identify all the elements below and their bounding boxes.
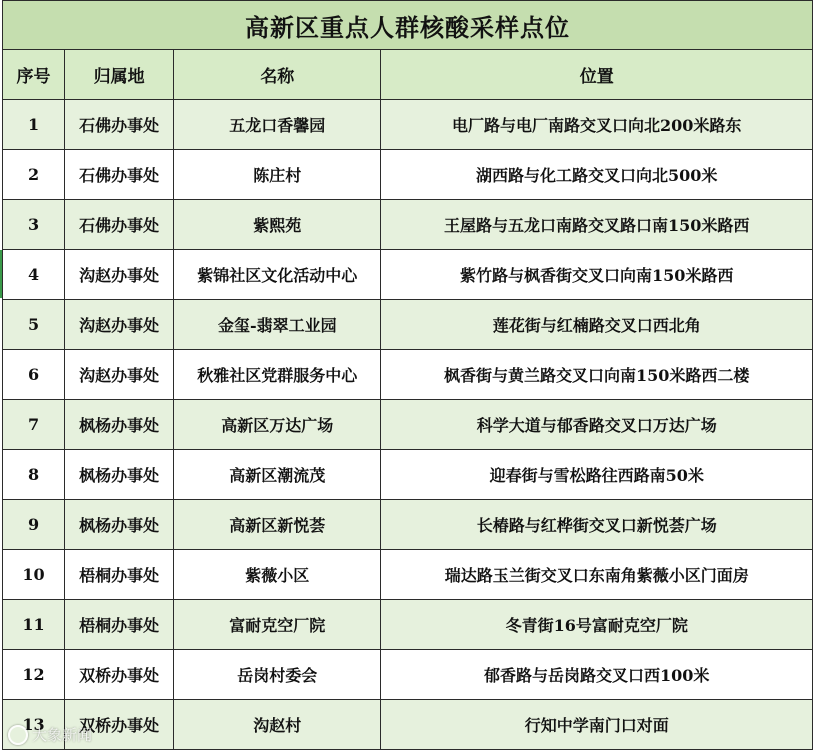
cell-district: 双桥办事处	[65, 700, 174, 750]
cell-location: 王屋路与五龙口南路交叉路口南150米路西	[381, 200, 813, 250]
cell-district: 石佛办事处	[65, 100, 174, 150]
cell-name: 高新区潮流茂	[174, 450, 381, 500]
cell-name: 陈庄村	[174, 150, 381, 200]
header-no: 序号	[3, 50, 65, 100]
cell-district: 枫杨办事处	[65, 400, 174, 450]
cell-no: 13	[3, 700, 65, 750]
header-row	[3, 50, 813, 100]
cell-location: 郁香路与岳岗路交叉口西100米	[381, 650, 813, 700]
cell-no: 12	[3, 650, 65, 700]
cell-location: 迎春街与雪松路往西路南50米	[381, 450, 813, 500]
header-name: 名称	[174, 50, 381, 100]
cell-no: 10	[3, 550, 65, 600]
table-row	[3, 650, 813, 700]
cell-name: 五龙口香馨园	[174, 100, 381, 150]
table-row	[3, 200, 813, 250]
cell-name: 高新区新悦荟	[174, 500, 381, 550]
table-row	[3, 550, 813, 600]
table-row	[3, 700, 813, 750]
cell-location: 紫竹路与枫香街交叉口向南150米路西	[381, 250, 813, 300]
cell-name: 金玺-翡翠工业园	[174, 300, 381, 350]
cell-location: 枫香街与黄兰路交叉口向南150米路西二楼	[381, 350, 813, 400]
cell-no: 2	[3, 150, 65, 200]
table-row	[3, 400, 813, 450]
cell-no: 8	[3, 450, 65, 500]
table-row	[3, 450, 813, 500]
cell-district: 沟赵办事处	[65, 250, 174, 300]
cell-location: 行知中学南门口对面	[381, 700, 813, 750]
header-location: 位置	[381, 50, 813, 100]
cell-location: 瑞达路玉兰街交叉口东南角紫薇小区门面房	[381, 550, 813, 600]
cell-no: 11	[3, 600, 65, 650]
cell-district: 枫杨办事处	[65, 500, 174, 550]
cell-district: 沟赵办事处	[65, 300, 174, 350]
table-row	[3, 350, 813, 400]
table-row	[3, 600, 813, 650]
cell-district: 枫杨办事处	[65, 450, 174, 500]
cell-district: 梧桐办事处	[65, 550, 174, 600]
table-row	[3, 300, 813, 350]
cell-district: 双桥办事处	[65, 650, 174, 700]
sampling-points-table	[2, 0, 813, 750]
cell-district: 沟赵办事处	[65, 350, 174, 400]
cell-location: 科学大道与郁香路交叉口万达广场	[381, 400, 813, 450]
watermark-logo-icon	[8, 725, 28, 745]
cell-district: 石佛办事处	[65, 150, 174, 200]
cell-district: 梧桐办事处	[65, 600, 174, 650]
cell-location: 长椿路与红桦街交叉口新悦荟广场	[381, 500, 813, 550]
cell-no: 3	[3, 200, 65, 250]
cell-name: 紫薇小区	[174, 550, 381, 600]
table-row	[3, 100, 813, 150]
cell-name: 岳岗村委会	[174, 650, 381, 700]
cell-location: 电厂路与电厂南路交叉口向北200米路东	[381, 100, 813, 150]
watermark	[8, 724, 92, 745]
watermark-text: 大象新闻	[32, 726, 93, 744]
cell-no: 4	[3, 250, 65, 300]
table-row	[3, 500, 813, 550]
cell-location: 湖西路与化工路交叉口向北500米	[381, 150, 813, 200]
cell-location: 冬青街16号富耐克空厂院	[381, 600, 813, 650]
header-district: 归属地	[65, 50, 174, 100]
cell-location: 莲花街与红楠路交叉口西北角	[381, 300, 813, 350]
cell-no: 1	[3, 100, 65, 150]
cell-name: 紫熙苑	[174, 200, 381, 250]
cell-no: 5	[3, 300, 65, 350]
table-row	[3, 250, 813, 300]
cell-no: 7	[3, 400, 65, 450]
table-row	[3, 150, 813, 200]
cell-name: 秋雅社区党群服务中心	[174, 350, 381, 400]
table-title: 高新区重点人群核酸采样点位	[3, 1, 813, 50]
cell-no: 6	[3, 350, 65, 400]
cell-district: 石佛办事处	[65, 200, 174, 250]
cell-name: 沟赵村	[174, 700, 381, 750]
cell-name: 高新区万达广场	[174, 400, 381, 450]
cell-no: 9	[3, 500, 65, 550]
cell-name: 紫锦社区文化活动中心	[174, 250, 381, 300]
cell-name: 富耐克空厂院	[174, 600, 381, 650]
